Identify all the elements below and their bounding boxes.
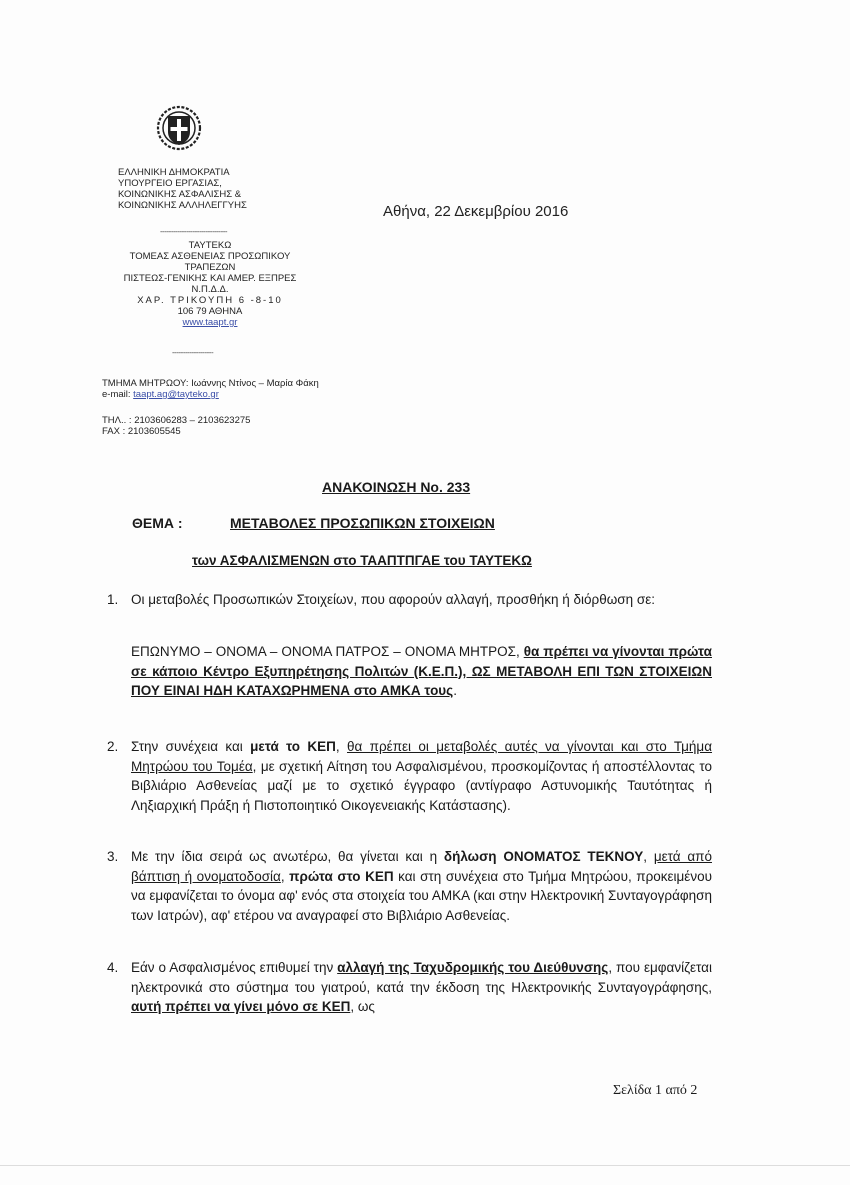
emphasis-text: θα πρέπει να γίνονται πρώτα σε κάποιο Κέντρο Εξυπηρέτησης Πολιτών (Κ.Ε.Π.), ΩΣ ΜΕΤΑΒΟΛΗ ΕΠΙ ΤΩΝ ΣΤΟΙΧΕΙΩΝ ΠΟΥ ΕΙΝΑΙ ΗΔΗ ΚΑΤΑΧΩΡΗΜΕΝΑ στο ΑΜΚΑ τους bbox=[131, 644, 712, 698]
email-link[interactable]: taapt.ag@tayteko.gr bbox=[133, 389, 219, 400]
text-run: , ως bbox=[350, 999, 375, 1014]
text-run: και στη συνέχεια στο Τμήμα Μητρώου, προκειμένου να εμφανίζεται το όνομα αφ' ενός στα στοιχεία του ΑΜΚΑ (και στην Ηλεκτρονική Συνταγογράφηση των Ιατρών), αφ' ετέρου να αναγραφεί στο Βιβλιάριο Ασθενείας. bbox=[131, 868, 712, 923]
ministry-block bbox=[118, 167, 247, 211]
bold-run: ΟΝΟΜΑΤΟΣ ΤΕΚΝΟΥ bbox=[503, 849, 644, 864]
item-number: 2. bbox=[107, 739, 119, 754]
bold-run: δήλωση bbox=[443, 849, 497, 864]
text-run: Στην συνέχεια και bbox=[131, 739, 251, 754]
fields-text: ΕΠΩΝΥΜΟ – ΟΝΟΜΑ – ΟΝΟΜΑ ΠΑΤΡΟΣ – ΟΝΟΜΑ ΜΗΤΡΟΣ, bbox=[131, 644, 524, 659]
separator: ------------------- bbox=[172, 348, 214, 357]
item-1-subparagraph bbox=[131, 642, 712, 701]
emphasis-run: αυτή πρέπει να γίνει μόνο σε ΚΕΠ bbox=[131, 999, 351, 1014]
phone-block bbox=[102, 415, 250, 437]
ministry-line: ΕΛΛΗΝΙΚΗ ΔΗΜΟΚΡΑΤΙΑ bbox=[118, 167, 230, 178]
website-link[interactable]: www.taapt.gr bbox=[182, 317, 238, 328]
text-run: , bbox=[643, 849, 654, 864]
text-run: , που εμφανίζεται ηλεκτρονικά στο σύστημα του γιατρού, κατά την έκδοση της Ηλεκτρονικής Συνταγογράφησης, bbox=[131, 960, 712, 995]
list-item bbox=[107, 847, 712, 925]
fax-line: FAX : 2103605545 bbox=[102, 426, 181, 437]
agency-line: ΤΑΥΤΕΚΩ bbox=[188, 240, 232, 251]
agency-block bbox=[95, 240, 325, 328]
page-number: Σελίδα 1 από 2 bbox=[613, 1083, 698, 1098]
list-item bbox=[107, 590, 712, 610]
agency-line: Ν.Π.Δ.Δ. bbox=[191, 284, 229, 295]
document-date: Αθήνα, 22 Δεκεμβρίου 2016 bbox=[383, 203, 569, 220]
bold-run: μετά το ΚΕΠ bbox=[250, 739, 336, 754]
greek-coat-of-arms-icon bbox=[155, 104, 203, 152]
ministry-line: ΚΟΙΝΩΝΙΚΗΣ ΑΛΛΗΛΕΓΓΥΗΣ bbox=[118, 200, 247, 211]
underlined-run: μετά από βάπτιση ή ονοματοδοσία bbox=[131, 849, 712, 884]
subject-label: ΘΕΜΑ : bbox=[132, 515, 183, 531]
scan-edge bbox=[0, 1165, 850, 1166]
agency-address: ΧΑΡ. ΤΡΙΚΟΥΠΗ 6 -8-10 bbox=[137, 295, 283, 306]
item-number: 4. bbox=[107, 960, 119, 975]
announcement-title: ΑΝΑΚΟΙΝΩΣΗ Νο. 233 bbox=[322, 479, 471, 495]
emphasis-run: αλλαγή της Ταχυδρομικής του Διεύθυνσης bbox=[337, 960, 609, 975]
agency-line: 106 79 ΑΘΗΝΑ bbox=[177, 306, 243, 317]
department-line: ΤΜΗΜΑ ΜΗΤΡΩΟΥ: Ιωάννης Ντίνος – Μαρία Φάκη bbox=[102, 378, 319, 389]
item-text bbox=[131, 737, 712, 815]
bold-run: πρώτα στο ΚΕΠ bbox=[289, 868, 394, 884]
ministry-line: ΥΠΟΥΡΓΕΙΟ ΕΡΓΑΣΙΑΣ, bbox=[118, 178, 222, 189]
text-run: , bbox=[280, 868, 290, 884]
agency-line: ΤΟΜΕΑΣ ΑΣΘΕΝΕΙΑΣ ΠΡΟΣΩΠΙΚΟΥ bbox=[129, 251, 291, 262]
ministry-line: ΚΟΙΝΩΝΙΚΗΣ ΑΣΦΑΛΙΣΗΣ & bbox=[118, 189, 242, 200]
punct: . bbox=[453, 683, 457, 698]
item-text bbox=[131, 958, 712, 1017]
text-run: Εάν ο Ασφαλισμένος επιθυμεί την bbox=[131, 960, 338, 975]
email-label: e-mail: bbox=[102, 389, 134, 400]
text-run: Με την ίδια σειρά ως ανωτέρω, θα γίνεται και η bbox=[131, 849, 444, 864]
item-number: 1. bbox=[107, 592, 119, 607]
agency-line: ΠΙΣΤΕΩΣ-ΓΕΝΙΚΗΣ ΚΑΙ ΑΜΕΡ. ΕΞΠΡΕΣ bbox=[123, 273, 297, 284]
text-run: , με σχετική Αίτηση του Ασφαλισμένου, προσκομίζοντας ή αποστέλλοντας το Βιβλιάριο Ασθενείας μαζί με το σχετικό έγγραφο (αντίγραφο Αστυνομικής Ταυτότητας ή Ληξιαρχική Πράξη ή Πιστοποιητικό Οικογενειακής Κατάστασης). bbox=[131, 758, 712, 813]
phone-line: ΤΗΛ.. : 2103606283 – 2103623275 bbox=[102, 415, 251, 426]
separator: ------------------------------- bbox=[160, 227, 228, 236]
contact-block bbox=[102, 378, 319, 400]
subject-line-1: ΜΕΤΑΒΟΛΕΣ ΠΡΟΣΩΠΙΚΩΝ ΣΤΟΙΧΕΙΩΝ bbox=[230, 515, 495, 531]
underlined-run: θα πρέπει οι μεταβολές αυτές να γίνονται και στο Τμήμα Μητρώου του Τομέα bbox=[131, 739, 713, 774]
item-number: 3. bbox=[107, 849, 119, 864]
text-run: , bbox=[335, 739, 348, 754]
list-item bbox=[107, 737, 712, 815]
item-text: Οι μεταβολές Προσωπικών Στοιχείων, που αφορούν αλλαγή, προσθήκη ή διόρθωση σε: bbox=[131, 592, 655, 607]
subject-line-2: των ΑΣΦΑΛΙΣΜΕΝΩΝ στο ΤΑΑΠΤΠΓΑΕ του ΤΑΥΤΕΚΩ bbox=[192, 553, 532, 568]
item-text bbox=[131, 847, 712, 925]
list-item bbox=[107, 958, 712, 1017]
agency-line: ΤΡΑΠΕΖΩΝ bbox=[184, 262, 236, 273]
